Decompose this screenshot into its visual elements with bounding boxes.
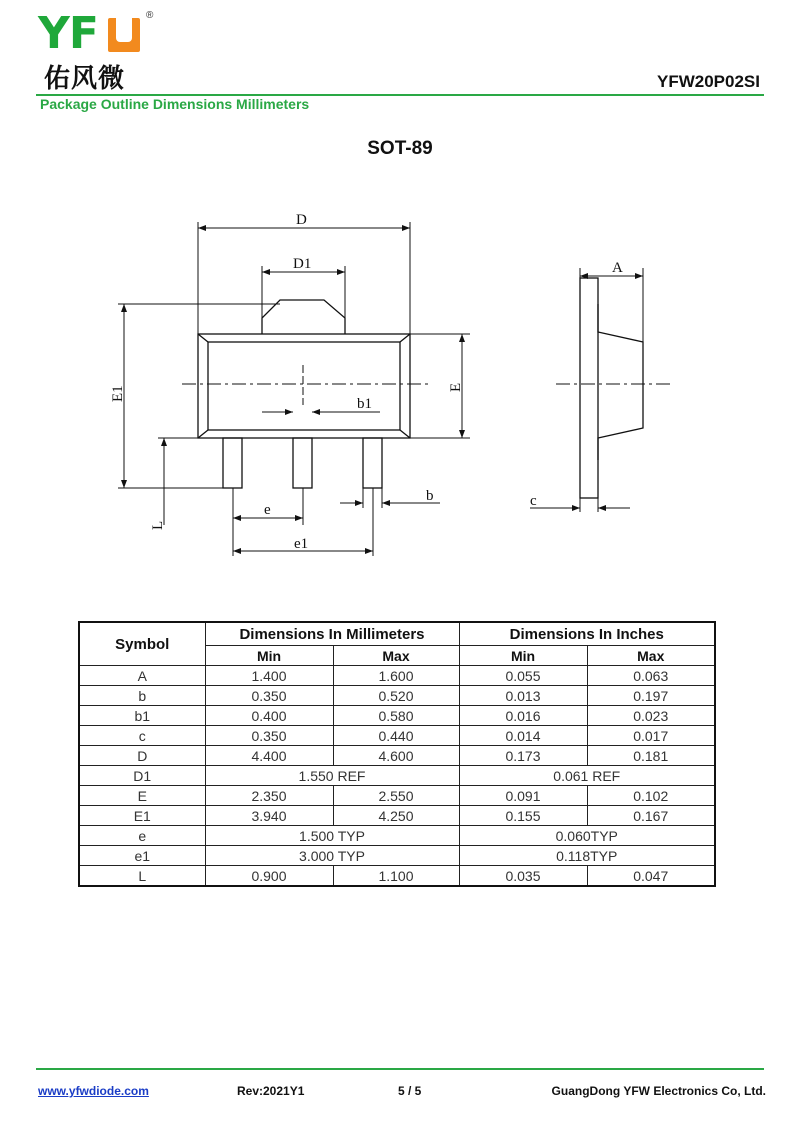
mm-min: 1.400 [205, 666, 333, 686]
mm-max: 2.550 [333, 786, 459, 806]
row-symbol: b [79, 686, 205, 706]
mm-max-header: Max [333, 646, 459, 666]
mm-header: Dimensions In Millimeters [205, 622, 459, 646]
logo-chinese-text: 佑风微 [44, 64, 126, 94]
in-min: 0.091 [459, 786, 587, 806]
footer-revision: Rev:2021Y1 [237, 1084, 305, 1098]
row-symbol: D [79, 746, 205, 766]
logo-mark [108, 18, 140, 52]
logo-letters: YF [38, 8, 98, 59]
row-symbol: L [79, 866, 205, 887]
label-D: D [296, 212, 307, 228]
mm-max: 1.600 [333, 666, 459, 686]
in-max: 0.197 [587, 686, 715, 706]
in-max: 0.063 [587, 666, 715, 686]
mm-min: 0.400 [205, 706, 333, 726]
mm-span: 3.000 TYP [205, 846, 459, 866]
footer-website [38, 1084, 149, 1098]
mm-min: 0.350 [205, 686, 333, 706]
in-min: 0.014 [459, 726, 587, 746]
in-max: 0.017 [587, 726, 715, 746]
mm-min: 2.350 [205, 786, 333, 806]
in-max: 0.102 [587, 786, 715, 806]
company-logo [38, 8, 168, 94]
mm-min: 0.350 [205, 726, 333, 746]
table-row [79, 846, 715, 866]
in-min: 0.173 [459, 746, 587, 766]
table-row [79, 666, 715, 686]
package-outline-drawing [0, 200, 800, 570]
dimensions-table [78, 621, 716, 887]
row-symbol: D1 [79, 766, 205, 786]
in-max: 0.167 [587, 806, 715, 826]
footer-company: GuangDong YFW Electronics Co, Ltd. [551, 1084, 766, 1098]
mm-max: 1.100 [333, 866, 459, 887]
table-row [79, 706, 715, 726]
table-row [79, 686, 715, 706]
table-row [79, 746, 715, 766]
mm-max: 0.440 [333, 726, 459, 746]
body-inner [208, 342, 400, 430]
label-A: A [612, 260, 623, 276]
in-max: 0.181 [587, 746, 715, 766]
row-symbol: c [79, 726, 205, 746]
row-symbol: E1 [79, 806, 205, 826]
table-row [79, 766, 715, 786]
in-min: 0.055 [459, 666, 587, 686]
table-row [79, 786, 715, 806]
label-e1: e1 [294, 536, 309, 552]
label-E1: E1 [110, 385, 126, 402]
mm-max: 0.580 [333, 706, 459, 726]
row-symbol: E [79, 786, 205, 806]
table-row [79, 726, 715, 746]
lead-center [293, 438, 312, 488]
label-b1: b1 [357, 396, 372, 412]
registered-mark: ® [146, 10, 154, 21]
body-outer [198, 334, 410, 438]
in-span: 0.061 REF [459, 766, 715, 786]
label-b: b [426, 488, 434, 504]
tab-outline [262, 300, 345, 334]
in-max: 0.047 [587, 866, 715, 887]
table-row [79, 826, 715, 846]
footer-page-number: 5 / 5 [398, 1084, 422, 1098]
table-row [79, 806, 715, 826]
mm-max: 0.520 [333, 686, 459, 706]
in-span: 0.060TYP [459, 826, 715, 846]
row-symbol: e1 [79, 846, 205, 866]
mm-max: 4.600 [333, 746, 459, 766]
in-min: 0.013 [459, 686, 587, 706]
in-max: 0.023 [587, 706, 715, 726]
mm-span: 1.500 TYP [205, 826, 459, 846]
label-L: L [150, 520, 166, 530]
in-min: 0.035 [459, 866, 587, 887]
label-E: E [448, 382, 464, 392]
in-max-header: Max [587, 646, 715, 666]
footer-divider [36, 1068, 764, 1070]
mm-min: 4.400 [205, 746, 333, 766]
package-title: SOT-89 [367, 138, 433, 159]
lead-right [363, 438, 382, 488]
inch-header: Dimensions In Inches [459, 622, 715, 646]
website-link[interactable]: www.yfwdiode.com [38, 1084, 149, 1098]
in-span: 0.118TYP [459, 846, 715, 866]
in-min: 0.155 [459, 806, 587, 826]
label-c: c [530, 493, 537, 509]
symbol-header: Symbol [79, 622, 205, 666]
mm-min: 0.900 [205, 866, 333, 887]
side-view-body [598, 304, 643, 460]
side-view-leadframe [580, 278, 598, 498]
row-symbol: A [79, 666, 205, 686]
mm-min-header: Min [205, 646, 333, 666]
mm-max: 4.250 [333, 806, 459, 826]
label-e: e [264, 502, 271, 518]
mm-min: 3.940 [205, 806, 333, 826]
row-symbol: b1 [79, 706, 205, 726]
in-min: 0.016 [459, 706, 587, 726]
lead-left [223, 438, 242, 488]
part-number: YFW20P02SI [657, 72, 760, 91]
in-min-header: Min [459, 646, 587, 666]
row-symbol: e [79, 826, 205, 846]
section-title: Package Outline Dimensions Millimeters [40, 96, 310, 112]
table-row [79, 866, 715, 887]
label-D1: D1 [293, 256, 312, 272]
mm-span: 1.550 REF [205, 766, 459, 786]
